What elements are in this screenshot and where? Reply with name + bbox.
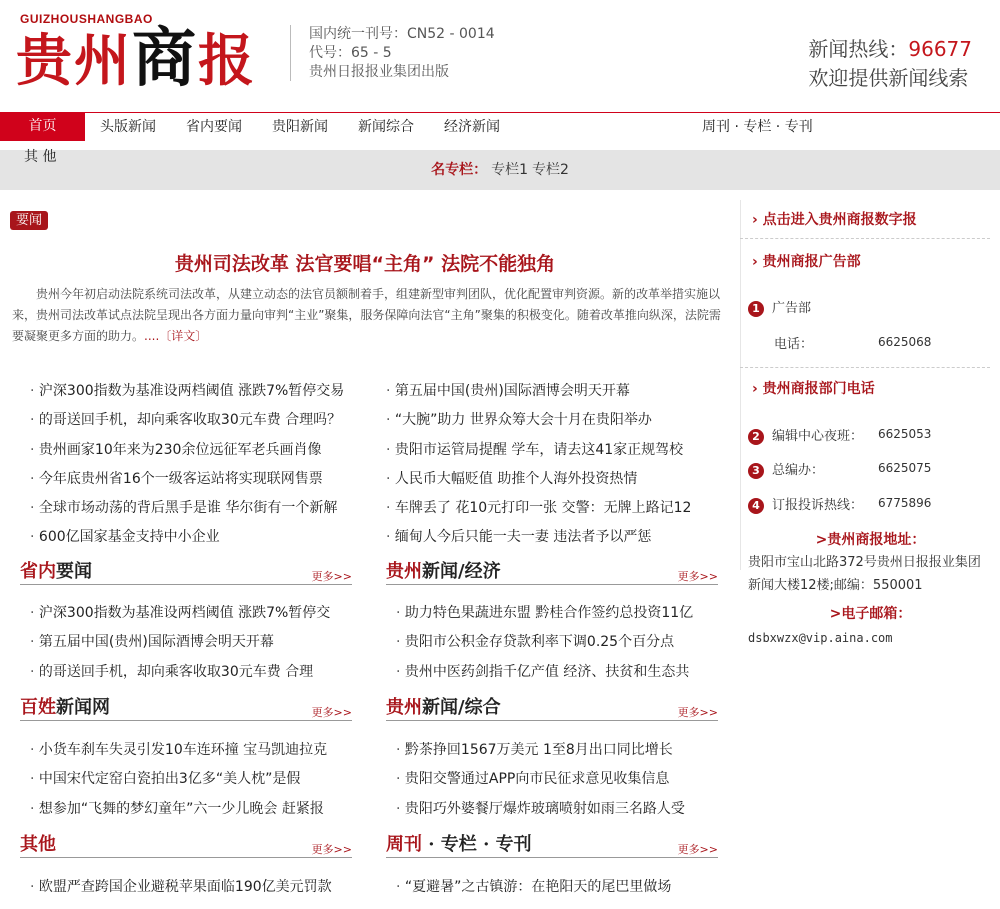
more-link[interactable]: 更多>>: [677, 570, 718, 583]
dept-phone-link[interactable]: › 贵州商报部门电话: [752, 378, 875, 398]
list-item[interactable]: · 贵阳巧外婆餐厅爆炸玻璃喷射如雨三名路人受: [396, 795, 721, 824]
nav-home[interactable]: 首页: [0, 113, 85, 141]
list-item[interactable]: · 沪深300指数为基准设两档阈值 涨跌7%暂停交易: [30, 377, 370, 406]
email-address[interactable]: dsbxwzx@vip.aina.com: [748, 631, 893, 645]
column-link-2[interactable]: 专栏2: [532, 162, 569, 178]
ad-phone: 6625068: [878, 335, 932, 349]
site-header: [0, 0, 1000, 112]
number-badge: 1: [748, 301, 764, 317]
more-link[interactable]: 更多>>: [311, 570, 352, 583]
more-link[interactable]: 更多>>: [677, 706, 718, 719]
number-badge: 2: [748, 429, 764, 445]
list-item[interactable]: · 贵州画家10年来为230余位远征军老兵画肖像: [30, 436, 370, 465]
digital-edition-link[interactable]: › 点击进入贵州商报数字报: [752, 209, 917, 229]
nav-economy[interactable]: 经济新闻: [444, 119, 500, 135]
more-link[interactable]: 更多>>: [677, 843, 718, 856]
section-list-people: [30, 736, 355, 824]
list-item[interactable]: · 黔茶挣回1567万美元 1至8月出口同比增长: [396, 736, 721, 765]
list-item[interactable]: · 第五届中国(贵州)国际酒博会明天开幕: [30, 628, 355, 657]
list-item[interactable]: · “大腕”助力 世界众筹大会十月在贵阳举办: [386, 406, 721, 435]
section-list-other: [30, 873, 355, 902]
nav-guiyang[interactable]: 贵阳新闻: [272, 119, 328, 135]
section-list-provincial: [30, 599, 355, 687]
section-list-general: [396, 736, 721, 824]
column-bar: [0, 150, 1000, 190]
list-item[interactable]: · 贵阳交警通过APP向市民征求意见收集信息: [396, 765, 721, 794]
section-title-other: [20, 830, 352, 858]
list-item[interactable]: · 的哥送回手机，却向乘客收取30元车费 合理: [30, 658, 355, 687]
top-news-list-right: [386, 377, 721, 553]
hotline-subtitle: 欢迎提供新闻线索: [808, 66, 969, 90]
number-badge: 3: [748, 463, 764, 479]
section-title-economy: [386, 557, 718, 585]
nav-weekly[interactable]: 周刊 · 专栏 · 专刊: [702, 119, 813, 135]
divider: [740, 238, 990, 239]
ad-dept-row: 1 广告部: [748, 297, 811, 317]
pub-code: 国内统一刊号：CN52 - 0014: [309, 26, 495, 42]
list-item[interactable]: · 欧盟严查跨国企业避税苹果面临190亿美元罚款: [30, 873, 355, 902]
main-nav: [0, 112, 1000, 140]
list-item[interactable]: · 全球市场动荡的背后黑手是谁 华尔街有一个新解: [30, 494, 370, 523]
section-title-general: [386, 693, 718, 721]
section-name[interactable]: 周刊 · 专栏 · 专刊: [386, 834, 532, 855]
list-item[interactable]: · 人民币大幅贬值 助推个人海外投资热情: [386, 465, 721, 494]
address-text: 贵阳市宝山北路372号贵州日报报业集团新闻大楼12楼;邮编：550001: [748, 555, 981, 593]
featured-headline[interactable]: 贵州司法改革 法官要唱“主角” 法院不能独角: [174, 253, 556, 275]
email-heading: >电子邮箱：: [829, 606, 912, 622]
list-item[interactable]: · 小货车刹车失灵引发10车连环撞 宝马凯迪拉克: [30, 736, 355, 765]
list-item[interactable]: · 的哥送回手机，却向乘客收取30元车费 合理吗？: [30, 406, 370, 435]
contact-row: 4 订报投诉热线：: [748, 494, 863, 514]
ad-dept-link[interactable]: › 贵州商报广告部: [752, 251, 861, 271]
list-item[interactable]: · 想参加“飞舞的梦幻童年”六一少儿晚会 赶紧报: [30, 795, 355, 824]
logo-chinese: 贵州商报: [16, 21, 256, 96]
section-name[interactable]: 贵州新闻/经济: [386, 561, 501, 582]
address-heading: >贵州商报地址：: [815, 532, 926, 548]
section-name[interactable]: 省内要闻: [20, 561, 92, 582]
section-title-weekly: [386, 830, 718, 858]
list-item[interactable]: · “夏避暑”之古镇游：在艳阳天的尾巴里做场: [396, 873, 721, 902]
featured-summary: 贵州今年初启动法院系统司法改革，从建立动态的法官员额制着手，组建新型审判团队，优化配置审判资源。新的改革举措实施以来，贵州司法改革试点法院呈现出各方面力量向审判“主业”聚集，服务保障向法官“主角”聚集的积极变化。随着改革推向纵深，法院需要凝聚更多方面的助力。....〔详文〕: [12, 287, 721, 343]
section-name[interactable]: 百姓新闻网: [20, 697, 110, 718]
list-item[interactable]: · 600亿国家基金支持中小企业: [30, 523, 370, 552]
section-title-people: [20, 693, 352, 721]
read-more-link[interactable]: ....〔详文〕: [144, 329, 208, 343]
column-link-1[interactable]: 专栏1: [491, 162, 528, 178]
publication-info: [290, 25, 495, 81]
list-item[interactable]: · 贵阳市公积金存贷款利率下调0.25个百分点: [396, 628, 721, 657]
pub-number: 代号：65 - 5: [309, 45, 392, 61]
contact-row: 3 总编办：: [748, 459, 824, 479]
nav-front-page[interactable]: 头版新闻: [100, 119, 156, 135]
logo-english: GUIZHOUSHANGBAO: [20, 12, 153, 26]
more-link[interactable]: 更多>>: [311, 843, 352, 856]
list-item[interactable]: · 第五届中国(贵州)国际酒博会明天开幕: [386, 377, 721, 406]
list-item[interactable]: · 助力特色果蔬进东盟 黔桂合作签约总投资11亿: [396, 599, 721, 628]
list-item[interactable]: · 中国宋代定窑白瓷拍出3亿多“美人枕”是假: [30, 765, 355, 794]
contact-value: 6775896: [878, 496, 932, 510]
list-item[interactable]: · 车牌丢了 花10元打印一张 交警：无牌上路记12: [386, 494, 721, 523]
number-badge: 4: [748, 498, 764, 514]
column-label: 名专栏：: [431, 162, 488, 178]
section-title-provincial: [20, 557, 352, 585]
section-name[interactable]: 贵州新闻/综合: [386, 697, 501, 718]
ad-phone-label: 电话：: [774, 337, 814, 352]
hotline-label: 新闻热线：: [808, 37, 909, 61]
contact-value: 6625075: [878, 461, 932, 475]
more-link[interactable]: 更多>>: [311, 706, 352, 719]
section-name[interactable]: 其他: [20, 834, 56, 855]
nav-other[interactable]: 其 他: [24, 149, 57, 165]
hotline-number: 96677: [908, 37, 972, 61]
section-list-weekly: [396, 873, 721, 902]
sidebar-divider: [740, 200, 741, 570]
publisher: 贵州日报报业集团出版: [309, 64, 449, 80]
news-hotline: [808, 35, 972, 93]
list-item[interactable]: · 缅甸人今后只能一夫一妻 违法者予以严惩: [386, 523, 721, 552]
nav-provincial[interactable]: 省内要闻: [186, 119, 242, 135]
contact-row: 2 编辑中心夜班：: [748, 425, 863, 445]
section-list-economy: [396, 599, 721, 687]
featured-tag: 要闻: [10, 211, 48, 230]
list-item[interactable]: · 贵阳市运管局提醒 学车，请去这41家正规驾校: [386, 436, 721, 465]
top-news-list-left: [30, 377, 370, 553]
list-item[interactable]: · 沪深300指数为基准设两档阈值 涨跌7%暂停交: [30, 599, 355, 628]
list-item[interactable]: · 贵州中医药剑指千亿产值 经济、扶贫和生态共: [396, 658, 721, 687]
divider: [740, 367, 990, 368]
contact-value: 6625053: [878, 427, 932, 441]
nav-general[interactable]: 新闻综合: [358, 119, 414, 135]
list-item[interactable]: · 今年底贵州省16个一级客运站将实现联网售票: [30, 465, 370, 494]
site-logo[interactable]: [16, 12, 266, 96]
